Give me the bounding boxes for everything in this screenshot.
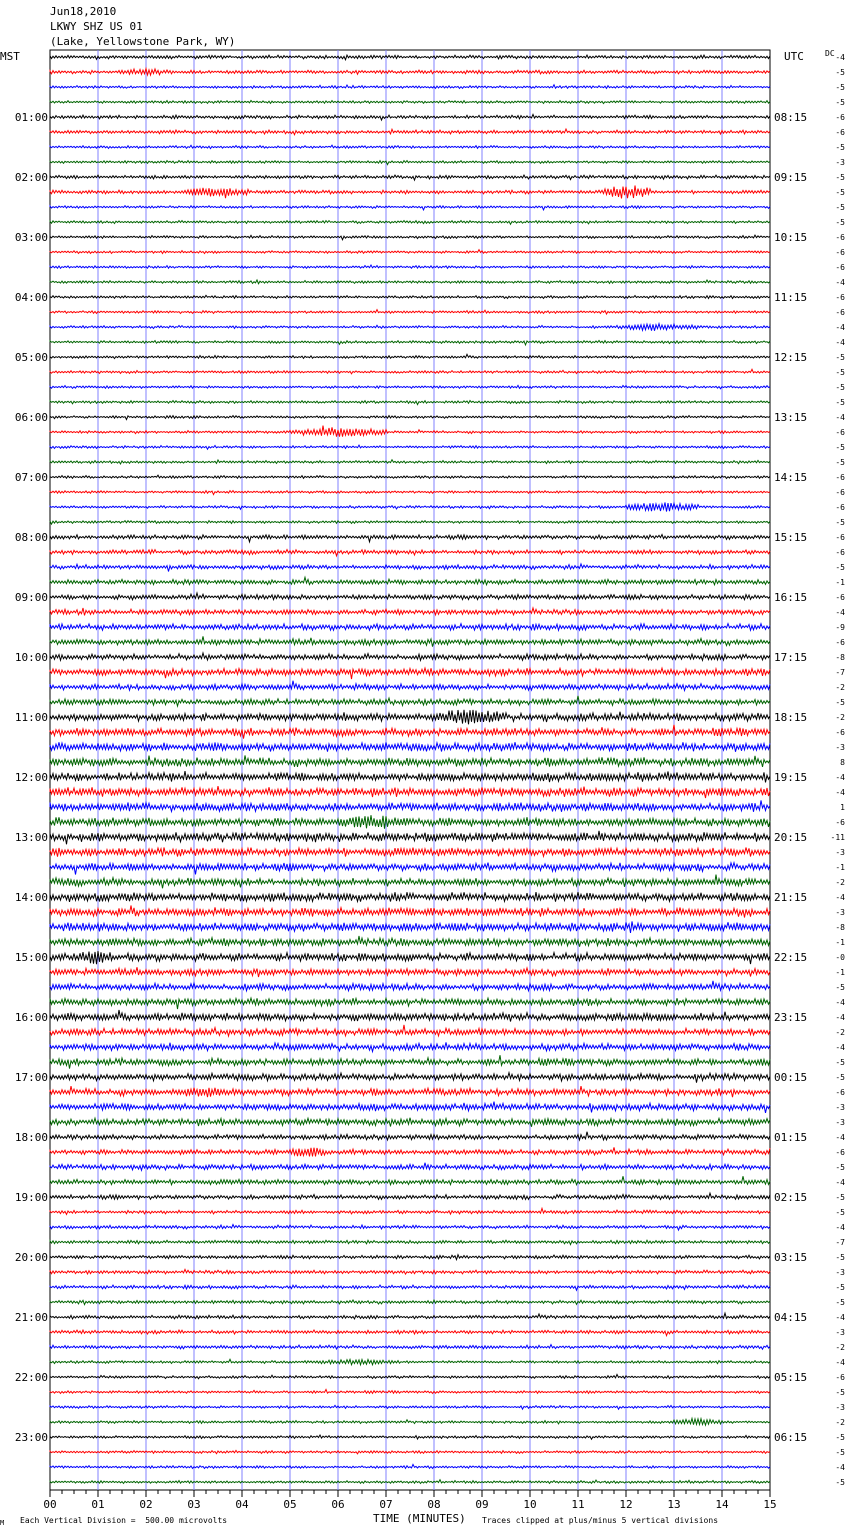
dc-offset-label: -4 xyxy=(835,413,845,422)
trace-row xyxy=(50,1300,770,1305)
clip-note: Traces clipped at plus/minus 5 vertical divisions xyxy=(482,1516,719,1525)
mst-hour-label: 22:00 xyxy=(14,1371,48,1384)
trace-row xyxy=(50,696,770,706)
dc-offset-label: -6 xyxy=(835,263,845,272)
dc-offset-label: -0 xyxy=(835,953,845,962)
trace-row xyxy=(50,250,770,254)
mst-hour-label: 21:00 xyxy=(14,1311,48,1324)
trace-row xyxy=(50,324,770,331)
dc-offset-label: -3 xyxy=(835,1268,845,1277)
x-tick-label: 14 xyxy=(715,1498,729,1511)
dc-offset-label: -2 xyxy=(835,878,845,887)
dc-offset-label: -3 xyxy=(835,158,845,167)
trace-row xyxy=(50,129,770,135)
mst-hour-label: 17:00 xyxy=(14,1071,48,1084)
trace-row xyxy=(50,1073,770,1083)
utc-hour-label: 06:15 xyxy=(774,1431,808,1444)
utc-hour-label: 12:15 xyxy=(774,351,808,364)
trace-row xyxy=(50,967,770,977)
dc-offset-label: -6 xyxy=(835,113,845,122)
dc-offset-label: -5 xyxy=(835,698,845,707)
utc-hour-label: 04:15 xyxy=(774,1311,808,1324)
trace-row xyxy=(50,221,770,225)
trace-row xyxy=(50,815,770,829)
dc-offset-label: 8 xyxy=(840,758,845,767)
dc-offset-label: -5 xyxy=(835,173,845,182)
dc-offset-label: -4 xyxy=(835,1223,845,1232)
dc-offset-label: -5 xyxy=(835,563,845,572)
x-tick-label: 10 xyxy=(523,1498,537,1511)
mst-hour-label: 03:00 xyxy=(14,231,48,244)
dc-offset-label: -2 xyxy=(835,683,845,692)
trace-row xyxy=(50,145,770,148)
utc-hour-label: 13:15 xyxy=(774,411,808,424)
x-tick-label: 13 xyxy=(667,1498,681,1511)
dc-offset-label: -6 xyxy=(835,308,845,317)
x-tick-label: 06 xyxy=(331,1498,345,1511)
trace-row xyxy=(50,460,770,464)
trace-row xyxy=(50,1345,770,1350)
trace-row xyxy=(50,426,770,437)
station-label: LKWY SHZ US 01 xyxy=(50,20,143,33)
dc-offset-label: -4 xyxy=(835,1313,845,1322)
utc-hour-label: 01:15 xyxy=(774,1131,808,1144)
utc-hour-label: 02:15 xyxy=(774,1191,808,1204)
x-axis-label: TIME (MINUTES) xyxy=(373,1512,466,1525)
trace-row xyxy=(50,1025,770,1036)
mst-hour-label: 01:00 xyxy=(14,111,48,124)
dc-offset-label: -5 xyxy=(835,83,845,92)
trace-row xyxy=(50,681,770,691)
trace-row xyxy=(50,742,770,752)
dc-offset-label: -4 xyxy=(835,893,845,902)
utc-hour-label: 08:15 xyxy=(774,111,808,124)
trace-row xyxy=(50,1405,770,1409)
trace-row xyxy=(50,55,770,60)
dc-offset-label: -4 xyxy=(835,53,845,62)
dc-offset-label: -6 xyxy=(835,293,845,302)
dc-offset-label: -8 xyxy=(835,923,845,932)
trace-row xyxy=(50,848,770,857)
x-tick-label: 07 xyxy=(379,1498,393,1511)
trace-row xyxy=(50,755,770,767)
mst-hour-label: 12:00 xyxy=(14,771,48,784)
dc-offset-label: -4 xyxy=(835,338,845,347)
trace-row xyxy=(50,668,770,679)
dc-offset-label: -6 xyxy=(835,488,845,497)
dc-offset-label: -4 xyxy=(835,788,845,797)
dc-header-label: DC xyxy=(825,49,835,58)
dc-offset-label: -6 xyxy=(835,638,845,647)
trace-row xyxy=(50,265,770,268)
trace-row xyxy=(50,863,770,875)
trace-row xyxy=(50,1055,770,1068)
dc-offset-label: -5 xyxy=(835,1208,845,1217)
x-tick-label: 11 xyxy=(571,1498,585,1511)
dc-offset-label: -3 xyxy=(835,743,845,752)
dc-offset-label: -4 xyxy=(835,323,845,332)
utc-hour-label: 16:15 xyxy=(774,591,808,604)
dc-offset-label: -5 xyxy=(835,383,845,392)
trace-row xyxy=(50,521,770,525)
trace-row xyxy=(50,593,770,600)
trace-row xyxy=(50,280,770,284)
dc-offset-label: -2 xyxy=(835,1028,845,1037)
dc-offset-label: -4 xyxy=(835,1133,845,1142)
trace-row xyxy=(50,401,770,405)
dc-offset-label: -5 xyxy=(835,1298,845,1307)
trace-row xyxy=(50,1208,770,1214)
dc-offset-label: -4 xyxy=(835,998,845,1007)
dc-offset-label: -6 xyxy=(835,728,845,737)
mst-hour-label: 19:00 xyxy=(14,1191,48,1204)
trace-row xyxy=(50,1313,770,1319)
trace-row xyxy=(50,1374,770,1378)
dc-offset-label: -5 xyxy=(835,398,845,407)
utc-hour-label: 22:15 xyxy=(774,951,808,964)
dc-offset-label: -7 xyxy=(835,1238,845,1247)
trace-row xyxy=(50,295,770,298)
trace-row xyxy=(50,1147,770,1156)
trace-row xyxy=(50,235,770,240)
x-tick-label: 00 xyxy=(43,1498,57,1511)
utc-hour-label: 19:15 xyxy=(774,771,808,784)
dc-offset-label: -5 xyxy=(835,1058,845,1067)
mst-hour-label: 02:00 xyxy=(14,171,48,184)
trace-row xyxy=(50,921,770,933)
right-timezone-label: UTC xyxy=(784,50,804,63)
dc-offset-label: -5 xyxy=(835,443,845,452)
trace-row xyxy=(50,114,770,120)
trace-row xyxy=(50,1330,770,1336)
dc-offset-label: -5 xyxy=(835,68,845,77)
trace-row xyxy=(50,1390,770,1394)
trace-row xyxy=(50,101,770,104)
dc-offset-label: -3 xyxy=(835,1403,845,1412)
dc-offset-label: -4 xyxy=(835,1463,845,1472)
left-timezone-label: MST xyxy=(0,50,20,63)
dc-offset-label: -4 xyxy=(835,1358,845,1367)
dc-offset-label: -5 xyxy=(835,518,845,527)
dc-offset-label: -6 xyxy=(835,473,845,482)
dc-offset-label: -6 xyxy=(835,1088,845,1097)
dc-offset-label: -5 xyxy=(835,353,845,362)
x-tick-label: 04 xyxy=(235,1498,249,1511)
dc-offset-label: -5 xyxy=(835,368,845,377)
trace-row xyxy=(50,503,770,512)
dc-offset-label: -6 xyxy=(835,818,845,827)
dc-offset-label: -1 xyxy=(835,863,845,872)
utc-hour-label: 23:15 xyxy=(774,1011,808,1024)
trace-row xyxy=(50,385,770,388)
dc-offset-label: -6 xyxy=(835,428,845,437)
trace-row xyxy=(50,875,770,889)
trace-row xyxy=(50,1132,770,1140)
mst-hour-label: 18:00 xyxy=(14,1131,48,1144)
trace-row xyxy=(50,936,770,947)
trace-row xyxy=(50,1010,770,1022)
utc-hour-label: 14:15 xyxy=(774,471,808,484)
dc-offset-label: -5 xyxy=(835,1433,845,1442)
trace-row xyxy=(50,981,770,991)
dc-offset-label: -6 xyxy=(835,503,845,512)
dc-offset-label: -1 xyxy=(835,938,845,947)
trace-row xyxy=(50,831,770,845)
trace-row xyxy=(50,998,770,1009)
dc-offset-label: -3 xyxy=(835,1328,845,1337)
trace-row xyxy=(50,906,770,918)
dc-offset-label: -6 xyxy=(835,233,845,242)
trace-row xyxy=(50,206,770,210)
trace-row xyxy=(50,771,770,782)
trace-row xyxy=(50,1464,770,1468)
mst-hour-label: 15:00 xyxy=(14,951,48,964)
utc-hour-label: 11:15 xyxy=(774,291,808,304)
x-tick-label: 05 xyxy=(283,1498,297,1511)
dc-offset-label: -5 xyxy=(835,1253,845,1262)
trace-row xyxy=(50,1240,770,1244)
trace-row xyxy=(50,786,770,798)
dc-offset-label: -5 xyxy=(835,218,845,227)
x-tick-label: 15 xyxy=(763,1498,777,1511)
dc-offset-label: -5 xyxy=(835,1073,845,1082)
mst-hour-label: 08:00 xyxy=(14,531,48,544)
mst-hour-label: 04:00 xyxy=(14,291,48,304)
trace-row xyxy=(50,577,770,584)
dc-offset-label: -9 xyxy=(835,623,845,632)
trace-row xyxy=(50,1086,770,1097)
dc-offset-label: -5 xyxy=(835,188,845,197)
corner-mark: M xyxy=(0,1519,5,1527)
dc-offset-label: -4 xyxy=(835,278,845,287)
dc-offset-label: -6 xyxy=(835,533,845,542)
trace-row xyxy=(50,1255,770,1260)
trace-row xyxy=(50,416,770,420)
trace-row xyxy=(50,161,770,165)
x-tick-label: 01 xyxy=(91,1498,105,1511)
x-tick-label: 08 xyxy=(427,1498,441,1511)
dc-offset-label: -5 xyxy=(835,1283,845,1292)
trace-row xyxy=(50,475,770,478)
dc-offset-label: -3 xyxy=(835,908,845,917)
trace-row xyxy=(50,951,770,964)
dc-offset-label: -3 xyxy=(835,848,845,857)
trace-row xyxy=(50,800,770,811)
dc-offset-label: -7 xyxy=(835,668,845,677)
dc-offset-label: -4 xyxy=(835,608,845,617)
mst-hour-label: 13:00 xyxy=(14,831,48,844)
trace-row xyxy=(50,725,770,739)
utc-hour-label: 09:15 xyxy=(774,171,808,184)
dc-offset-label: -6 xyxy=(835,1148,845,1157)
trace-row xyxy=(50,1450,770,1453)
trace-row xyxy=(50,445,770,449)
trace-row xyxy=(50,175,770,180)
location-label: (Lake, Yellowstone Park, WY) xyxy=(50,35,236,48)
trace-row xyxy=(50,1435,770,1439)
trace-row xyxy=(50,341,770,345)
trace-row xyxy=(50,535,770,542)
utc-hour-label: 10:15 xyxy=(774,231,808,244)
mst-hour-label: 11:00 xyxy=(14,711,48,724)
dc-offset-label: -4 xyxy=(835,1043,845,1052)
trace-row xyxy=(50,1225,770,1231)
dc-offset-label: -2 xyxy=(835,1343,845,1352)
trace-row xyxy=(50,710,770,725)
trace-row xyxy=(50,636,770,646)
trace-row xyxy=(50,1118,770,1127)
dc-offset-label: -1 xyxy=(835,578,845,587)
trace-row xyxy=(50,310,770,314)
x-tick-label: 09 xyxy=(475,1498,489,1511)
trace-row xyxy=(50,1102,770,1113)
dc-offset-label: -2 xyxy=(835,1418,845,1427)
x-tick-label: 12 xyxy=(619,1498,633,1511)
dc-offset-label: -4 xyxy=(835,1013,845,1022)
dc-offset-label: -5 xyxy=(835,1448,845,1457)
utc-hour-label: 03:15 xyxy=(774,1251,808,1264)
trace-row xyxy=(50,653,770,660)
utc-hour-label: 15:15 xyxy=(774,531,808,544)
dc-offset-label: -5 xyxy=(835,1193,845,1202)
x-tick-label: 03 xyxy=(187,1498,201,1511)
dc-offset-label: -3 xyxy=(835,1103,845,1112)
trace-row xyxy=(50,892,770,902)
trace-row xyxy=(50,186,770,199)
x-tick-label: 02 xyxy=(139,1498,153,1511)
mst-hour-label: 05:00 xyxy=(14,351,48,364)
utc-hour-label: 18:15 xyxy=(774,711,808,724)
date-label: Jun18,2010 xyxy=(50,5,117,18)
utc-hour-label: 00:15 xyxy=(774,1071,808,1084)
utc-hour-label: 21:15 xyxy=(774,891,808,904)
trace-row xyxy=(50,624,770,631)
dc-offset-label: -6 xyxy=(835,548,845,557)
dc-offset-label: -5 xyxy=(835,1388,845,1397)
dc-offset-label: -6 xyxy=(835,128,845,137)
trace-row xyxy=(50,564,770,572)
dc-offset-label: -4 xyxy=(835,773,845,782)
trace-row xyxy=(50,491,770,495)
trace-row xyxy=(50,354,770,358)
scale-note: Each Vertical Division = 500.00 microvolts xyxy=(20,1516,228,1525)
trace-row xyxy=(50,1163,770,1171)
dc-offset-label: -8 xyxy=(835,653,845,662)
trace-row xyxy=(50,1285,770,1290)
mst-hour-label: 09:00 xyxy=(14,591,48,604)
utc-hour-label: 20:15 xyxy=(774,831,808,844)
dc-offset-label: -5 xyxy=(835,1478,845,1487)
trace-row xyxy=(50,369,770,374)
mst-hour-label: 06:00 xyxy=(14,411,48,424)
dc-offset-label: -6 xyxy=(835,1373,845,1382)
dc-offset-label: -5 xyxy=(835,983,845,992)
mst-hour-label: 14:00 xyxy=(14,891,48,904)
trace-row xyxy=(50,1193,770,1199)
dc-offset-label: -5 xyxy=(835,203,845,212)
trace-row xyxy=(50,1042,770,1051)
dc-offset-label: -4 xyxy=(835,1178,845,1187)
utc-hour-label: 05:15 xyxy=(774,1371,808,1384)
trace-row xyxy=(50,85,770,89)
trace-row xyxy=(50,1419,770,1426)
dc-offset-label: 1 xyxy=(840,803,845,812)
mst-hour-label: 10:00 xyxy=(14,651,48,664)
mst-hour-label: 20:00 xyxy=(14,1251,48,1264)
trace-row xyxy=(50,550,770,556)
trace-row xyxy=(50,1359,770,1364)
dc-offset-label: -1 xyxy=(835,968,845,977)
trace-row xyxy=(50,608,770,615)
mst-hour-label: 16:00 xyxy=(14,1011,48,1024)
mst-hour-label: 07:00 xyxy=(14,471,48,484)
dc-offset-label: -6 xyxy=(835,593,845,602)
dc-offset-label: -5 xyxy=(835,98,845,107)
dc-offset-label: -11 xyxy=(830,833,845,842)
dc-offset-label: -5 xyxy=(835,143,845,152)
trace-row xyxy=(50,1269,770,1274)
trace-row xyxy=(50,1176,770,1185)
dc-offset-label: -5 xyxy=(835,1163,845,1172)
trace-row xyxy=(50,69,770,76)
dc-offset-label: -3 xyxy=(835,1118,845,1127)
dc-offset-label: -5 xyxy=(835,458,845,467)
trace-row xyxy=(50,1480,770,1484)
dc-offset-label: -2 xyxy=(835,713,845,722)
utc-hour-label: 17:15 xyxy=(774,651,808,664)
dc-offset-label: -6 xyxy=(835,248,845,257)
mst-hour-label: 23:00 xyxy=(14,1431,48,1444)
